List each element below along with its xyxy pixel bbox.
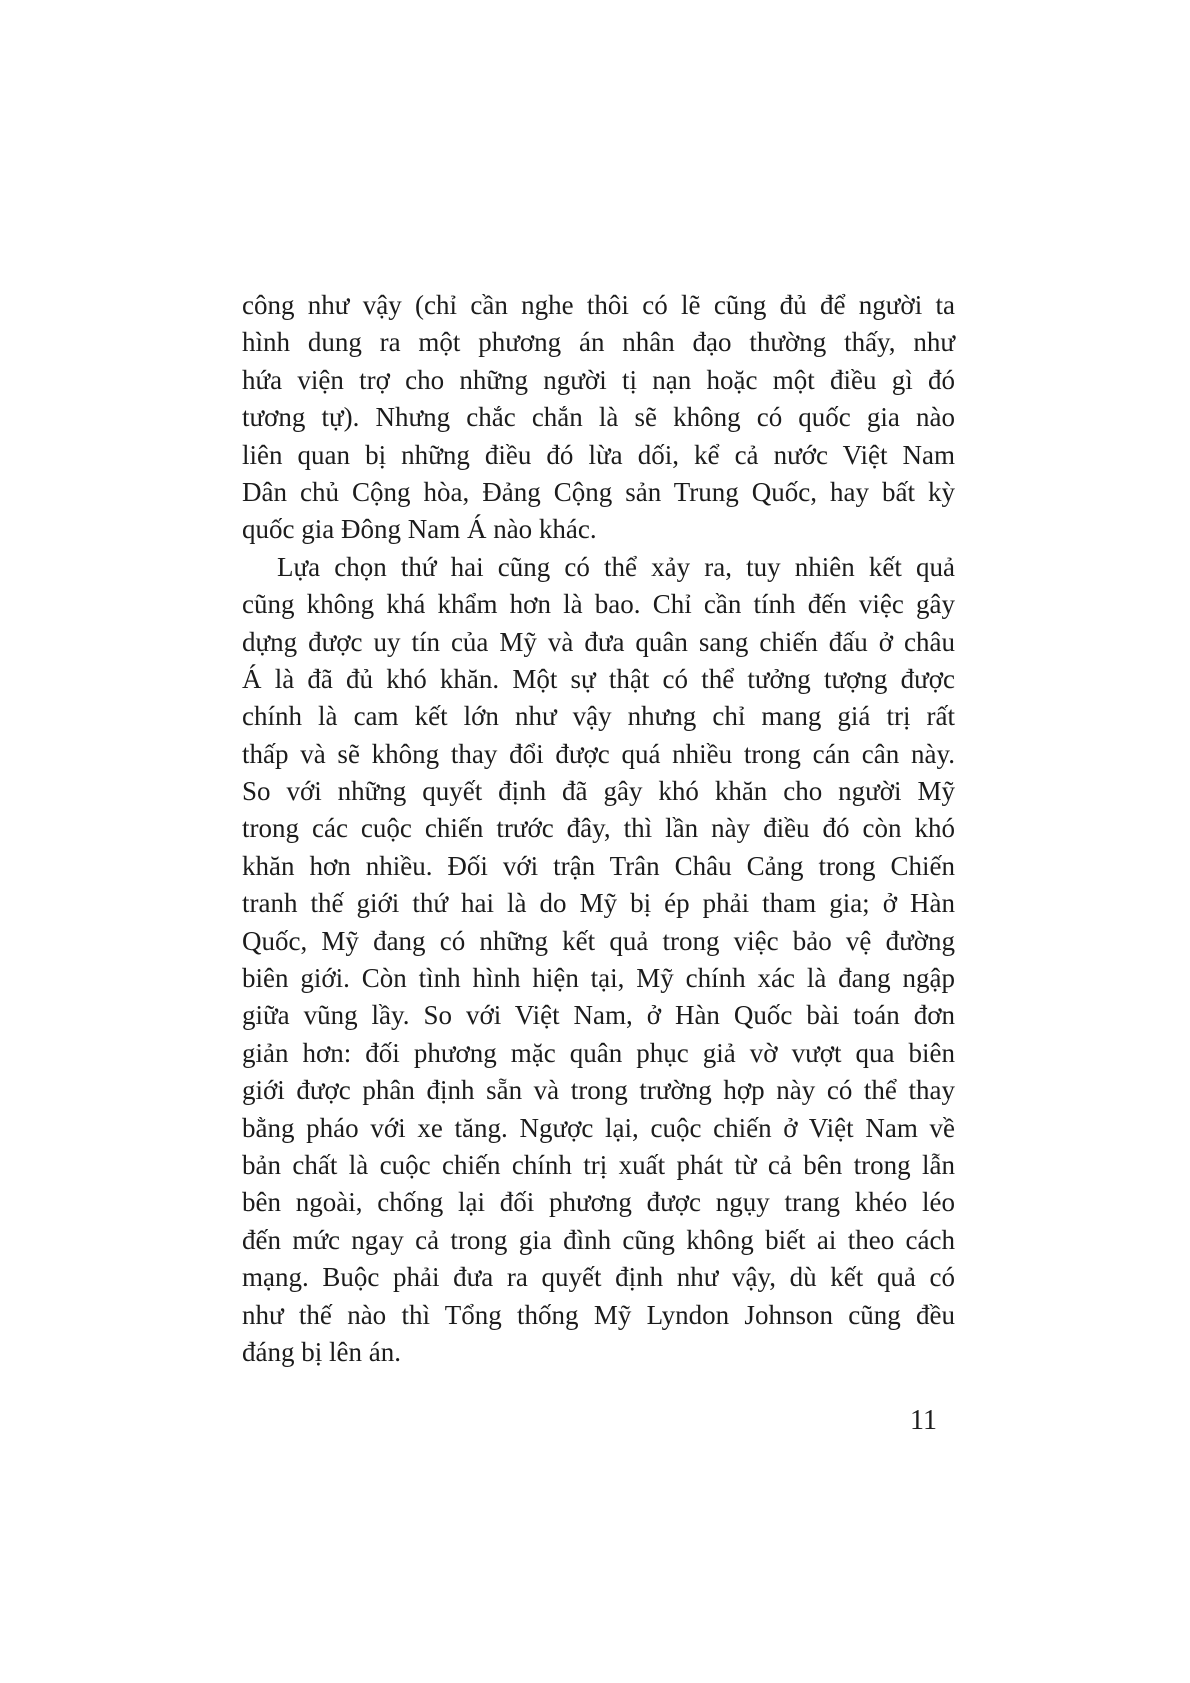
- text-line: biên giới. Còn tình hình hiện tại, Mỹ chính xác là đang ngập: [242, 963, 955, 994]
- text-line: So với những quyết định đã gây khó khăn cho người Mỹ: [242, 776, 955, 807]
- text-line: giới được phân định sẵn và trong trường hợp này có thể thay: [242, 1075, 955, 1106]
- text-line: mạng. Buộc phải đưa ra quyết định như vậy, dù kết quả có: [242, 1262, 955, 1293]
- page-number: 11: [910, 1405, 937, 1436]
- page-body-text: [242, 287, 955, 1371]
- text-line: Dân chủ Cộng hòa, Đảng Cộng sản Trung Quốc, hay bất kỳ: [242, 476, 955, 507]
- text-line: Á là đã đủ khó khăn. Một sự thật có thể tưởng tượng được: [242, 663, 955, 694]
- text-line: giản hơn: đối phương mặc quân phục giả vờ vượt qua biên: [242, 1037, 955, 1068]
- text-line: hình dung ra một phương án nhân đạo thường thấy, như: [242, 327, 955, 358]
- text-line: Lựa chọn thứ hai cũng có thể xảy ra, tuy nhiên kết quả: [277, 551, 955, 582]
- text-line: bằng pháo với xe tăng. Ngược lại, cuộc chiến ở Việt Nam về: [242, 1112, 955, 1143]
- text-line: chính là cam kết lớn như vậy nhưng chỉ mang giá trị rất: [242, 701, 955, 732]
- text-line: trong các cuộc chiến trước đây, thì lần này điều đó còn khó: [242, 813, 955, 844]
- text-line: quốc gia Đông Nam Á nào khác.: [242, 514, 597, 545]
- text-line: thấp và sẽ không thay đổi được quá nhiều trong cán cân này.: [242, 738, 955, 769]
- text-line: Quốc, Mỹ đang có những kết quả trong việc bảo vệ đường: [242, 925, 955, 956]
- text-line: công như vậy (chỉ cần nghe thôi có lẽ cũng đủ để người ta: [242, 290, 955, 320]
- text-line: cũng không khá khẩm hơn là bao. Chỉ cần tính đến việc gây: [242, 589, 955, 620]
- text-line: khăn hơn nhiều. Đối với trận Trân Châu Cảng trong Chiến: [242, 850, 955, 881]
- text-line: bên ngoài, chống lại đối phương được ngụy trang khéo léo: [242, 1187, 955, 1218]
- text-line: tranh thế giới thứ hai là do Mỹ bị ép phải tham gia; ở Hàn: [242, 888, 955, 919]
- text-line: bản chất là cuộc chiến chính trị xuất phát từ cả bên trong lẫn: [242, 1149, 955, 1180]
- text-line: dựng được uy tín của Mỹ và đưa quân sang chiến đấu ở châu: [242, 626, 955, 657]
- text-line: giữa vũng lầy. So với Việt Nam, ở Hàn Quốc bài toán đơn: [242, 1000, 955, 1031]
- text-line: đến mức ngay cả trong gia đình cũng không biết ai theo cách: [242, 1224, 955, 1255]
- paragraph: [242, 549, 955, 1372]
- text-line: đáng bị lên án.: [242, 1336, 401, 1367]
- text-line: hứa viện trợ cho những người tị nạn hoặc một điều gì đó: [242, 364, 955, 395]
- text-line: tương tự). Nhưng chắc chắn là sẽ không có quốc gia nào: [242, 402, 955, 433]
- text-line: liên quan bị những điều đó lừa dối, kể cả nước Việt Nam: [242, 439, 955, 470]
- paragraph: [242, 287, 955, 549]
- text-line: như thế nào thì Tổng thống Mỹ Lyndon Johnson cũng đều: [242, 1299, 955, 1330]
